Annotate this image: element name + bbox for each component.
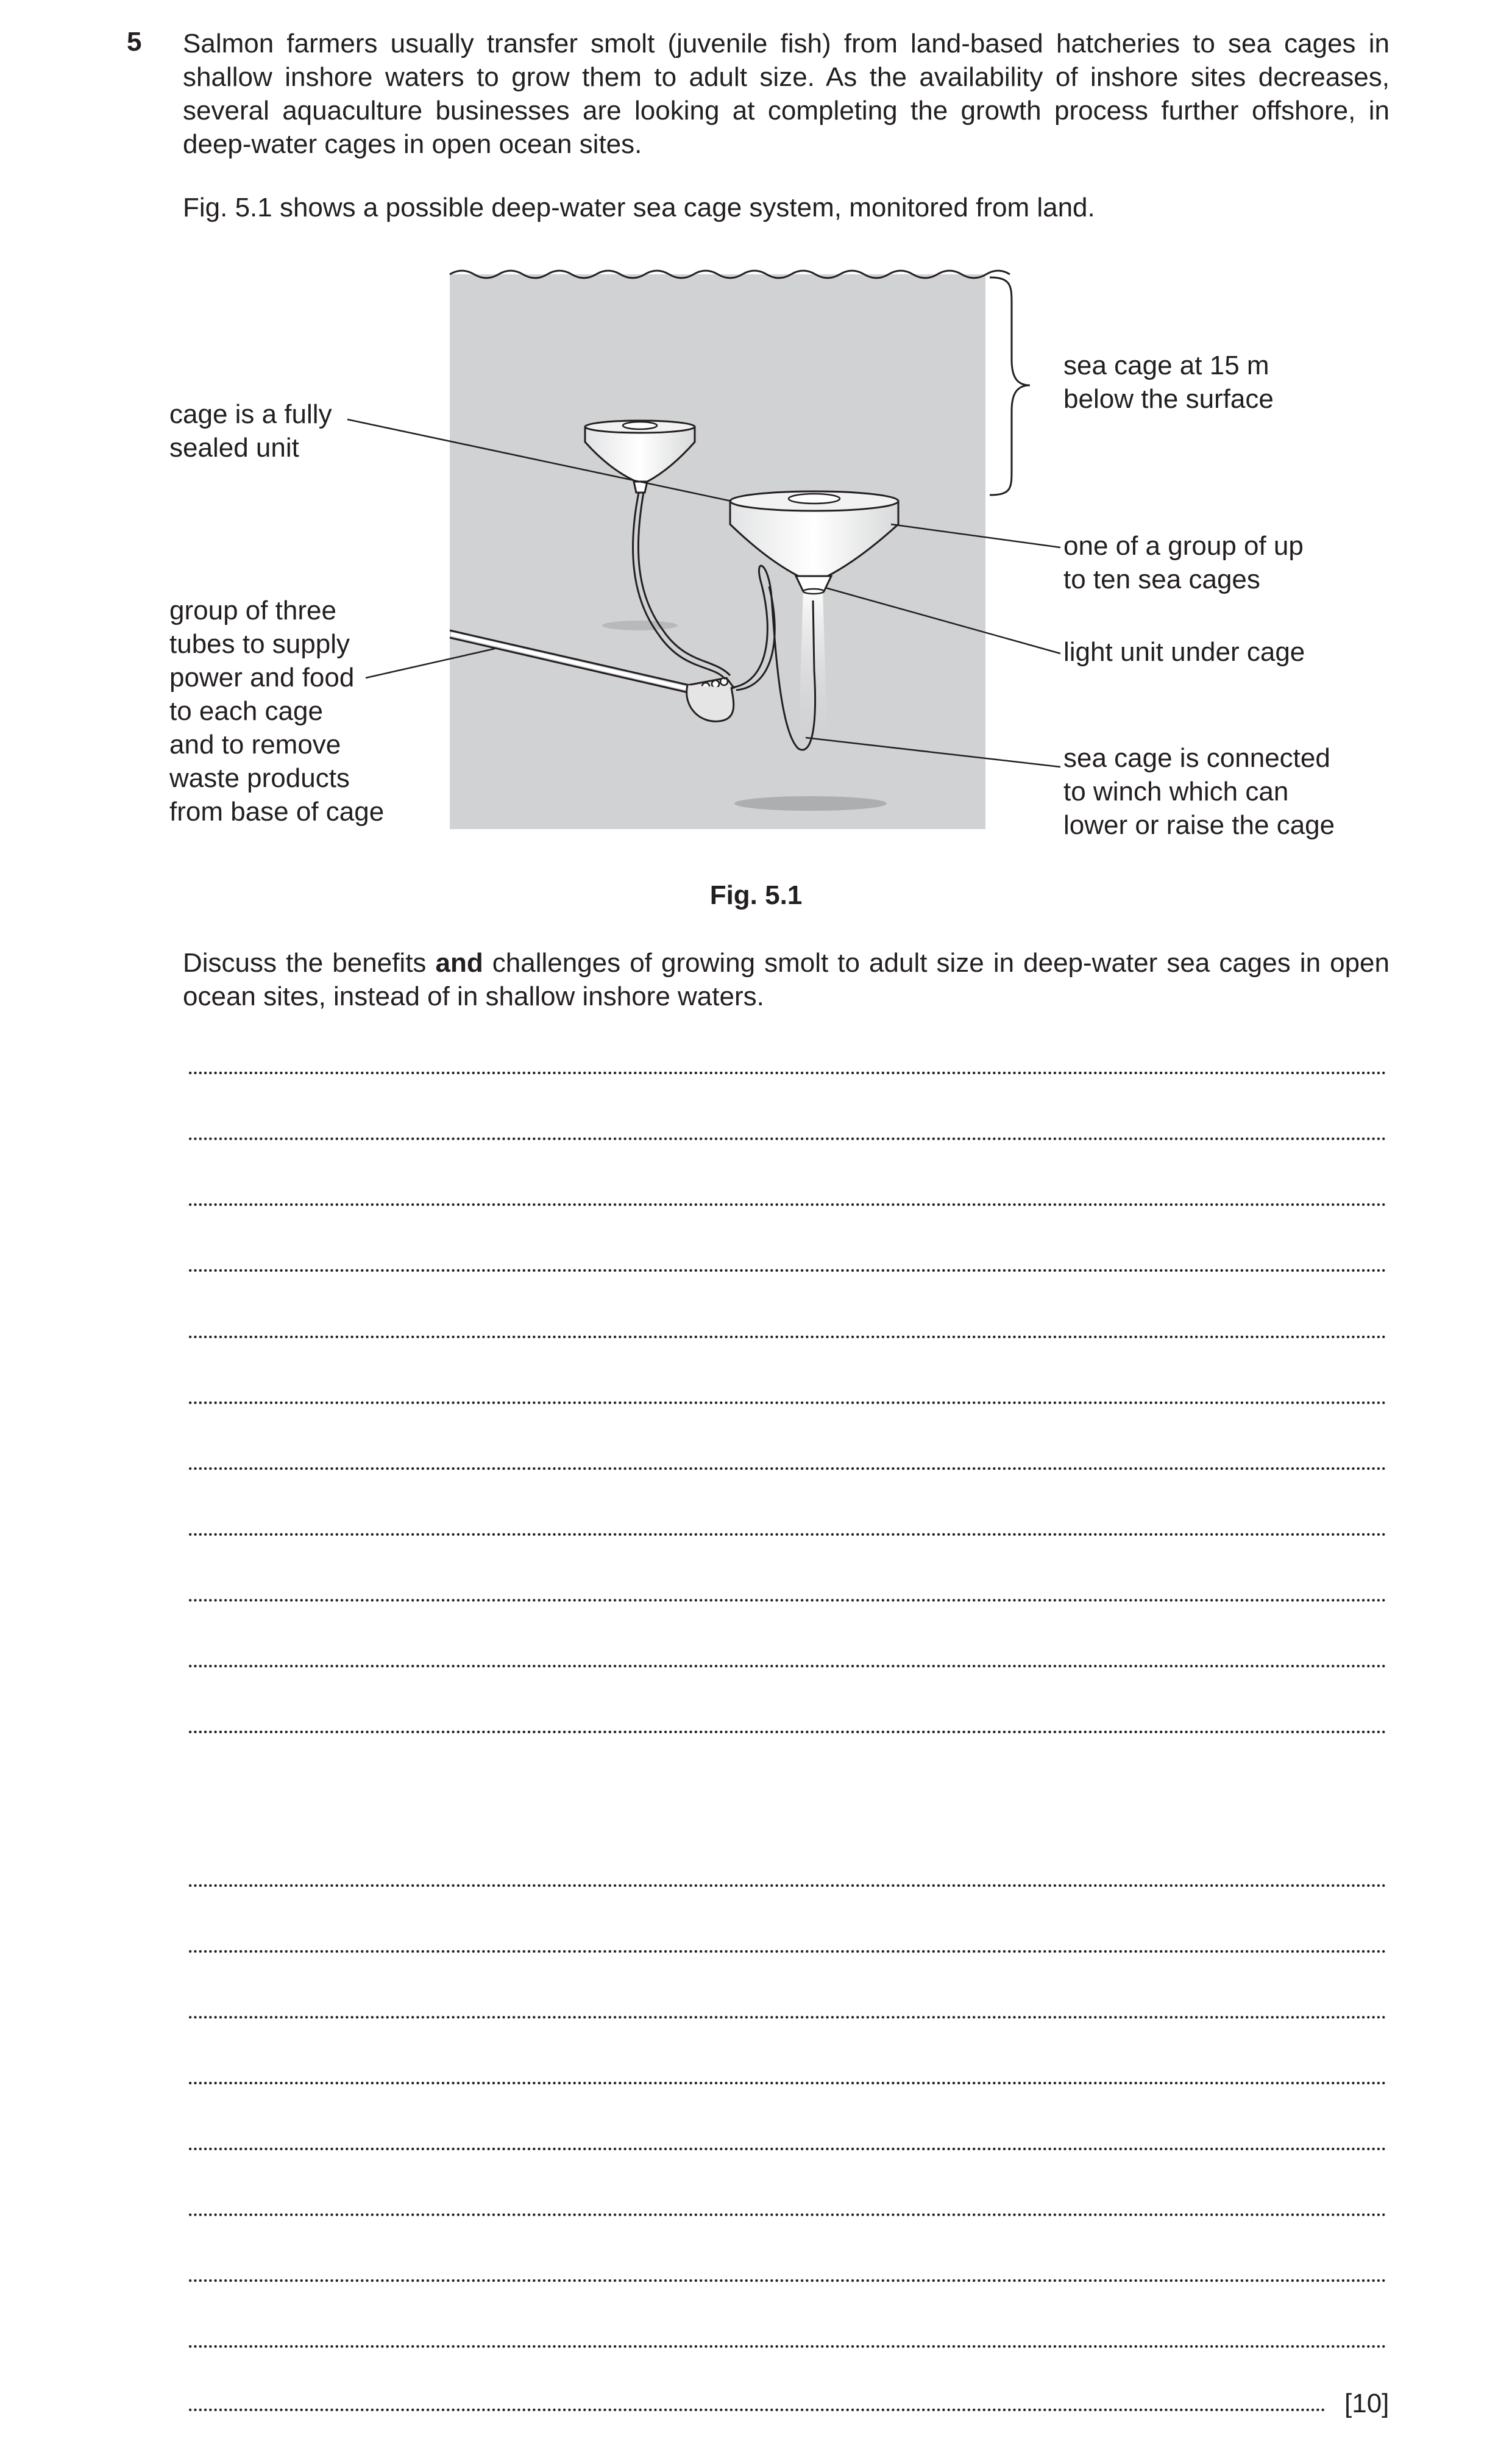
answer-line[interactable] xyxy=(188,2408,1324,2412)
answer-line[interactable] xyxy=(188,2279,1385,2282)
answer-line[interactable] xyxy=(188,1071,1385,1075)
question-intro: Salmon farmers usually transfer smolt (juvenile fish) from land-based hatcheries to sea cages in shallow inshore waters to grow them to adult size. As the availability of inshore sites decreases, several aquaculture businesses are looking at completing the growth process further offshore, in deep-water cages in open ocean sites. xyxy=(183,29,1390,159)
figure-reference: Fig. 5.1 shows a possible deep-water sea cage system, monitored from land. xyxy=(183,193,1095,223)
answer-line[interactable] xyxy=(188,1269,1385,1272)
label-supply-tubes: group of three tubes to supply power and food to each cage and to remove waste products from base of cage xyxy=(169,596,385,827)
answer-line[interactable] xyxy=(188,1730,1385,1734)
answer-line[interactable] xyxy=(188,1884,1385,1887)
answer-line[interactable] xyxy=(188,1664,1385,1668)
answer-line[interactable] xyxy=(188,2015,1385,2019)
answer-line[interactable] xyxy=(188,2345,1385,2348)
cage-shadow-large xyxy=(734,796,887,811)
depth-brace xyxy=(990,277,1030,495)
answer-line[interactable] xyxy=(188,1598,1385,1602)
answer-line[interactable] xyxy=(188,1137,1385,1141)
answer-line[interactable] xyxy=(188,1335,1385,1339)
question-number: 5 xyxy=(127,27,142,57)
figure-caption: Fig. 5.1 xyxy=(709,880,803,910)
label-light-unit: light unit under cage xyxy=(1063,637,1305,667)
answer-line[interactable] xyxy=(188,2081,1385,2085)
discussion-prompt: Discuss the benefits and challenges of growing smolt to adult size in deep-water sea cages in open ocean sites, instead of in shallow inshore waters. xyxy=(183,948,1390,1011)
answer-line[interactable] xyxy=(188,1950,1385,1953)
marks-allocation: [10] xyxy=(1344,2389,1390,2418)
answer-line[interactable] xyxy=(188,1533,1385,1536)
label-winch: sea cage is connected to winch which can lower or raise the cage xyxy=(1063,743,1335,840)
answer-line[interactable] xyxy=(188,1203,1385,1206)
answer-line[interactable] xyxy=(188,2213,1385,2217)
water-body xyxy=(450,274,985,829)
answer-line[interactable] xyxy=(188,2147,1385,2151)
answer-line[interactable] xyxy=(188,1401,1385,1405)
label-sealed-unit: cage is a fully sealed unit xyxy=(169,399,332,463)
cage-shadow-small xyxy=(602,621,678,630)
answer-line[interactable] xyxy=(188,1467,1385,1470)
label-cage-depth: sea cage at 15 m below the surface xyxy=(1063,351,1274,414)
label-cage-group: one of a group of up to ten sea cages xyxy=(1063,531,1304,594)
